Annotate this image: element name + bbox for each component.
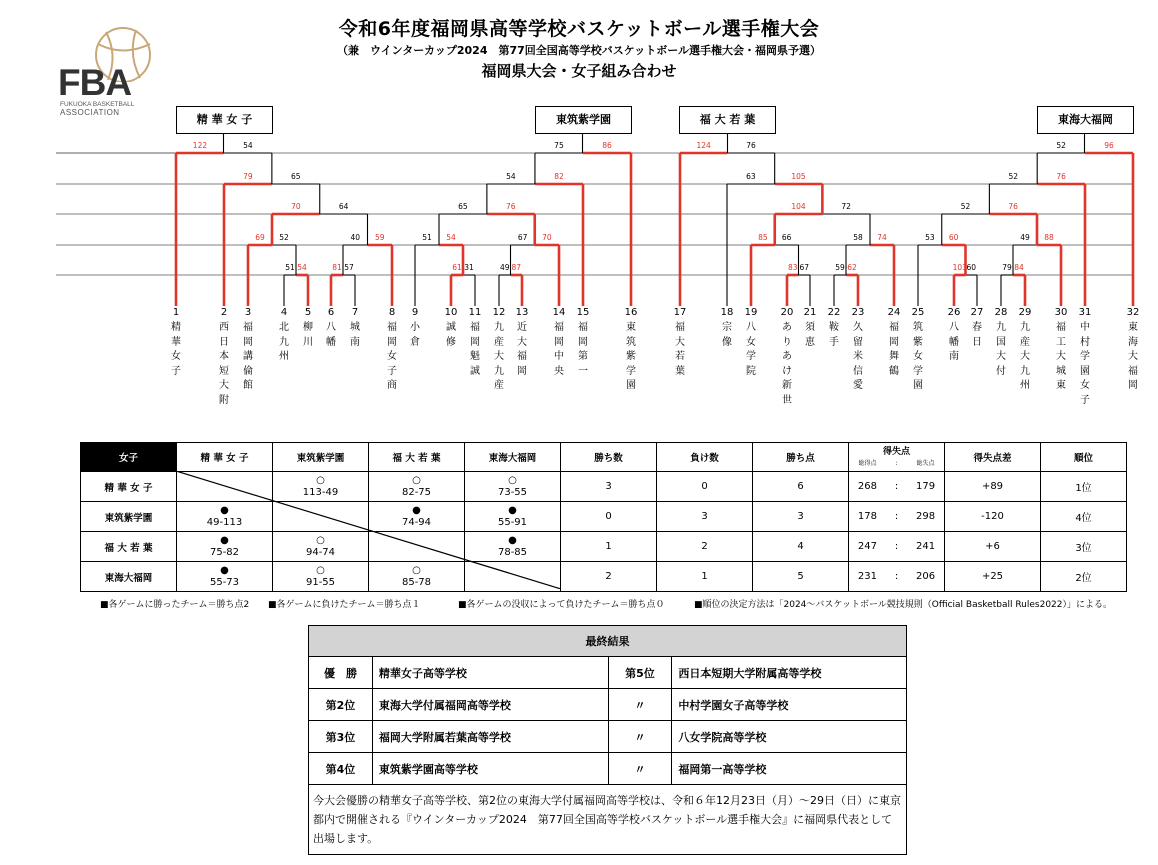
- score-label: 76: [746, 141, 756, 150]
- team-entry: [301, 306, 315, 350]
- league-col-header-points: [849, 443, 945, 472]
- score-label: 81: [332, 263, 342, 272]
- points-against: 179: [916, 481, 936, 492]
- score-label: 40: [350, 233, 361, 242]
- score-label: 58: [853, 233, 863, 242]
- result-score: 78-85: [497, 546, 528, 558]
- seed-box: 福 大 若 葉: [679, 106, 776, 134]
- team-number: 18: [720, 307, 734, 318]
- team-number: 1: [172, 307, 180, 318]
- logo-subtext-2: ASSOCIATION: [60, 108, 120, 117]
- league-stat-pt: 4: [753, 532, 849, 562]
- team-number: 16: [624, 307, 638, 318]
- league-corner: 女子: [81, 443, 177, 472]
- score-label: 52: [1008, 172, 1019, 181]
- score-label: 64: [338, 202, 349, 211]
- league-stat-w: 1: [561, 532, 657, 562]
- final-place: 第3位: [309, 721, 373, 753]
- team-name: 八女学院: [746, 322, 756, 377]
- team-name: 九産大九州: [1020, 322, 1030, 391]
- score-label: 62: [847, 263, 857, 272]
- league-stat-rank: 4位: [1041, 502, 1127, 532]
- score-label: 52: [279, 233, 289, 242]
- final-team: 福岡大学附属若葉高等学校: [372, 721, 608, 753]
- final-place: 〃: [608, 753, 672, 785]
- score-label: 79: [1002, 263, 1012, 272]
- score-label: 54: [446, 233, 456, 242]
- points-header: 得失点: [882, 446, 910, 457]
- team-number: 27: [970, 307, 984, 318]
- team-number: 30: [1054, 307, 1068, 318]
- score-label: 65: [458, 202, 468, 211]
- score-label: 96: [1104, 141, 1114, 150]
- result-mark: ●: [220, 534, 229, 546]
- score-label: 63: [746, 172, 756, 181]
- team-number: 10: [444, 307, 458, 318]
- result-score: 49-113: [206, 516, 243, 528]
- team-entry: [576, 306, 590, 379]
- league-stat-diff: +89: [945, 472, 1041, 502]
- seed-box: 精 華 女 子: [176, 106, 273, 134]
- final-description: 今大会優勝の精華女子高等学校、第2位の東海大学付属福岡高等学校は、令和６年12月23日（月）～29日（日）に東京都内で開催される『ウインターカップ2024 第77回全国高等学校バスケットボール選手権大会』に福岡県代表として出場します。: [309, 785, 907, 855]
- logo-subtext: FUKUOKA BASKETBALL: [60, 101, 135, 108]
- score-label: 124: [696, 141, 711, 150]
- league-stat-rank: 3位: [1041, 532, 1127, 562]
- score-label: 53: [925, 233, 935, 242]
- team-number: 2: [220, 307, 228, 318]
- team-number: 8: [388, 307, 396, 318]
- final-team: 中村学園女子高等学校: [672, 689, 907, 721]
- team-name: 誠修: [446, 322, 456, 348]
- team-name: 筑紫女学園: [913, 322, 923, 391]
- final-team: 東筑紫学園高等学校: [372, 753, 608, 785]
- page-title: 令和6年度福岡県高等学校バスケットボール選手権大会: [338, 18, 820, 40]
- team-entry: [1126, 306, 1140, 394]
- score-label: 72: [841, 202, 851, 211]
- score-label: 54: [243, 141, 253, 150]
- final-team: 八女学院高等学校: [672, 721, 907, 753]
- team-name: 福工大城東: [1056, 322, 1066, 391]
- team-number: 23: [851, 307, 865, 318]
- score-label: 122: [192, 141, 208, 150]
- final-results-table: [308, 625, 907, 855]
- score-label: 86: [602, 141, 612, 150]
- team-entry: [217, 306, 231, 408]
- points-sub-for: 総得点: [858, 459, 877, 467]
- score-label: 85: [758, 233, 768, 242]
- league-row-header: 精 華 女 子: [81, 472, 177, 502]
- league-stat-rank: 1位: [1041, 472, 1127, 502]
- score-label: 60: [948, 233, 959, 242]
- team-name: 城南: [350, 322, 360, 348]
- final-team: 福岡第一高等学校: [672, 753, 907, 785]
- team-name: 東海大福岡: [1128, 322, 1138, 391]
- final-place: 優 勝: [309, 657, 373, 689]
- team-name: 精華女子: [171, 322, 181, 377]
- team-entry: [720, 306, 734, 350]
- final-team: 西日本短期大学附属高等学校: [672, 657, 907, 689]
- score-label: 57: [344, 263, 354, 272]
- team-entry: [492, 306, 506, 394]
- league-col-header: 負け数: [657, 443, 753, 472]
- team-entry: [744, 306, 758, 379]
- points-against: 241: [916, 541, 936, 552]
- league-col-header: 東筑紫学園: [273, 443, 369, 472]
- team-number: 14: [552, 307, 566, 318]
- team-number: 26: [947, 307, 961, 318]
- team-entry: [324, 306, 338, 350]
- logo-text: FBA: [58, 62, 132, 103]
- league-points-cell: [849, 472, 945, 502]
- team-number: 15: [576, 307, 590, 318]
- league-points-cell: [849, 502, 945, 532]
- team-entry: [408, 306, 422, 350]
- league-stat-l: 2: [657, 532, 753, 562]
- result-mark: ○: [316, 534, 325, 546]
- team-entry: [241, 306, 255, 394]
- tournament-bracket: [0, 0, 1158, 310]
- team-entry: [970, 306, 984, 350]
- score-label: 69: [255, 233, 265, 242]
- score-label: 87: [511, 263, 522, 272]
- score-label: 70: [291, 202, 301, 211]
- league-stat-w: 3: [561, 472, 657, 502]
- team-entry: [994, 306, 1008, 379]
- league-col-header: 勝ち点: [753, 443, 849, 472]
- team-entry: [827, 306, 841, 350]
- result-score: 75-82: [209, 546, 240, 558]
- team-number: 3: [244, 307, 252, 318]
- result-mark: ○: [316, 474, 325, 486]
- team-entry: [348, 306, 362, 350]
- page-subtitle-2: 福岡県大会・女子組み合わせ: [481, 62, 677, 80]
- score-label: 66: [781, 233, 792, 242]
- score-label: 51: [422, 233, 432, 242]
- league-row-header: 東筑紫学園: [81, 502, 177, 532]
- team-entry: [673, 306, 687, 379]
- team-name: 福岡女子商: [387, 322, 397, 391]
- result-score: 82-75: [401, 486, 432, 498]
- score-label: 70: [542, 233, 552, 242]
- league-stat-diff: +25: [945, 562, 1041, 592]
- team-name: 福岡魁誠: [470, 322, 480, 377]
- result-score: 55-73: [209, 576, 240, 588]
- points-colon: :: [894, 511, 899, 522]
- score-label: 74: [877, 233, 887, 242]
- score-label: 60: [966, 263, 977, 272]
- seed-box: 東筑紫学園: [535, 106, 632, 134]
- team-number: 19: [744, 307, 758, 318]
- league-stat-w: 2: [561, 562, 657, 592]
- note: ■各ゲームに勝ったチーム＝勝ち点2: [100, 600, 250, 610]
- note: ■順位の決定方法は「2024～バスケットボール競技規則（Official Basketball Rules2022）」による。: [694, 600, 1112, 610]
- team-number: 9: [411, 307, 419, 318]
- team-number: 5: [304, 307, 312, 318]
- league-stat-diff: +6: [945, 532, 1041, 562]
- team-name: 春日: [972, 322, 982, 348]
- team-name: 福岡講倫館: [243, 322, 253, 391]
- league-col-header: 精 華 女 子: [177, 443, 273, 472]
- score-label: 54: [297, 263, 307, 272]
- score-label: 103: [952, 263, 967, 272]
- team-name: 福岡第一: [578, 322, 588, 377]
- team-entry: [887, 306, 901, 379]
- score-label: 67: [517, 233, 528, 242]
- team-name: 小倉: [410, 322, 420, 348]
- league-row-header: 福 大 若 葉: [81, 532, 177, 562]
- result-score: 73-55: [497, 486, 528, 498]
- team-name: 柳川: [303, 322, 313, 348]
- score-label: 52: [1056, 141, 1066, 150]
- score-label: 84: [1014, 263, 1024, 272]
- team-number: 21: [803, 307, 817, 318]
- team-number: 20: [780, 307, 794, 318]
- team-name: 須恵: [805, 322, 815, 348]
- result-score: 94-74: [305, 546, 336, 558]
- league-stat-diff: -120: [945, 502, 1041, 532]
- league-col-header: 順位: [1041, 443, 1127, 472]
- points-against: 206: [916, 571, 936, 582]
- team-number: 31: [1078, 307, 1092, 318]
- result-mark: ●: [412, 504, 421, 516]
- final-team: 精華女子高等学校: [372, 657, 608, 689]
- team-number: 11: [468, 307, 482, 318]
- league-stat-w: 0: [561, 502, 657, 532]
- league-col-header: 東海大福岡: [465, 443, 561, 472]
- final-place: 第2位: [309, 689, 373, 721]
- result-mark: ○: [508, 474, 517, 486]
- score-label: 79: [243, 172, 253, 181]
- team-number: 29: [1018, 307, 1032, 318]
- team-number: 12: [492, 307, 506, 318]
- team-name: 九産大九産: [494, 322, 504, 391]
- team-entry: [385, 306, 399, 394]
- points-against: 298: [916, 511, 936, 522]
- note: ■各ゲームの没収によって負けたチーム＝勝ち点０: [458, 600, 665, 610]
- team-name: 西日本短大附: [219, 322, 229, 406]
- team-name: 福岡舞鶴: [889, 322, 899, 377]
- team-name: 北九州: [279, 322, 289, 362]
- score-label: 59: [374, 233, 385, 242]
- result-score: 85-78: [401, 576, 432, 588]
- points-colon: :: [894, 571, 899, 582]
- team-entry: [1054, 306, 1068, 394]
- team-name: 近大福岡: [517, 322, 527, 377]
- score-label: 105: [791, 172, 806, 181]
- team-entry: [1018, 306, 1032, 394]
- league-row-header: 東海大福岡: [81, 562, 177, 592]
- points-colon: :: [894, 541, 899, 552]
- final-results-title: 最終結果: [309, 626, 907, 657]
- result-mark: ○: [412, 564, 421, 576]
- score-label: 82: [554, 172, 564, 181]
- team-name: 福大若葉: [675, 322, 685, 377]
- final-team: 東海大学付属福岡高等学校: [372, 689, 608, 721]
- note: ■各ゲームに負けたチーム＝勝ち点１: [268, 600, 421, 610]
- league-stat-l: 0: [657, 472, 753, 502]
- team-name: 中村学園女子: [1080, 322, 1090, 406]
- result-mark: ●: [220, 564, 229, 576]
- points-sub-colon: :: [895, 459, 898, 467]
- league-stat-l: 1: [657, 562, 753, 592]
- final-place: 〃: [608, 721, 672, 753]
- score-label: 67: [799, 263, 810, 272]
- score-label: 76: [1056, 172, 1066, 181]
- team-entry: [468, 306, 482, 379]
- score-label: 49: [1020, 233, 1030, 242]
- team-number: 28: [994, 307, 1008, 318]
- score-label: 104: [791, 202, 806, 211]
- team-name: 東筑紫学園: [626, 322, 636, 391]
- points-for: 178: [857, 511, 877, 522]
- diagonal-line: [176, 471, 561, 589]
- score-label: 61: [452, 263, 462, 272]
- team-name: 鞍手: [829, 322, 839, 348]
- result-score: 74-94: [401, 516, 432, 528]
- result-mark: ●: [508, 534, 517, 546]
- league-col-header: 福 大 若 葉: [369, 443, 465, 472]
- team-entry: [780, 306, 794, 408]
- league-stat-l: 3: [657, 502, 753, 532]
- points-for: 268: [857, 481, 877, 492]
- result-score: 55-91: [497, 516, 528, 528]
- score-label: 59: [835, 263, 845, 272]
- result-mark: ●: [220, 504, 229, 516]
- team-number: 32: [1126, 307, 1140, 318]
- points-sub-against: 総失点: [916, 459, 935, 467]
- league-points-cell: [849, 532, 945, 562]
- team-number: 4: [280, 307, 288, 318]
- team-entry: [624, 306, 638, 394]
- team-number: 6: [327, 307, 335, 318]
- team-number: 24: [887, 307, 901, 318]
- league-col-header: 勝ち数: [561, 443, 657, 472]
- team-number: 7: [351, 307, 359, 318]
- team-entry: [947, 306, 961, 365]
- league-points-cell: [849, 562, 945, 592]
- score-label: 75: [554, 141, 564, 150]
- league-stat-pt: 5: [753, 562, 849, 592]
- page-subtitle: （兼 ウインターカップ2024 第77回全国高等学校バスケットボール選手権大会・福岡県予選）: [336, 44, 822, 57]
- team-number: 25: [911, 307, 925, 318]
- team-name: 久留米信愛: [853, 322, 863, 391]
- points-for: 247: [857, 541, 877, 552]
- result-score: 91-55: [305, 576, 336, 588]
- result-mark: ○: [412, 474, 421, 486]
- team-entry: [515, 306, 529, 379]
- result-mark: ○: [316, 564, 325, 576]
- team-entry: [169, 306, 183, 379]
- team-entry: [444, 306, 458, 350]
- team-name: 宗像: [722, 322, 732, 348]
- score-label: 51: [285, 263, 295, 272]
- team-name: 八幡南: [949, 322, 959, 362]
- final-place: 第5位: [608, 657, 672, 689]
- score-label: 76: [1008, 202, 1018, 211]
- team-number: 22: [827, 307, 841, 318]
- team-entry: [911, 306, 925, 394]
- team-entry: [552, 306, 566, 379]
- team-entry: [803, 306, 817, 350]
- team-entry: [277, 306, 291, 365]
- league-stat-pt: 6: [753, 472, 849, 502]
- team-entry: [1078, 306, 1092, 408]
- league-stat-rank: 2位: [1041, 562, 1127, 592]
- score-label: 76: [506, 202, 516, 211]
- score-label: 31: [464, 263, 474, 272]
- points-colon: :: [894, 481, 899, 492]
- score-label: 83: [787, 263, 798, 272]
- score-label: 88: [1044, 233, 1054, 242]
- score-label: 65: [291, 172, 301, 181]
- team-name: ありあけ新世: [782, 322, 792, 406]
- seed-box: 東海大福岡: [1037, 106, 1134, 134]
- score-label: 49: [499, 263, 510, 272]
- team-number: 13: [515, 307, 529, 318]
- points-for: 231: [857, 571, 877, 582]
- final-place: 第4位: [309, 753, 373, 785]
- score-label: 52: [960, 202, 971, 211]
- final-place: 〃: [608, 689, 672, 721]
- team-entry: [851, 306, 865, 394]
- league-stat-pt: 3: [753, 502, 849, 532]
- result-score: 113-49: [302, 486, 339, 498]
- team-name: 福岡中央: [554, 322, 564, 377]
- result-mark: ●: [508, 504, 517, 516]
- score-label: 54: [506, 172, 516, 181]
- team-name: 九国大付: [996, 322, 1006, 377]
- team-name: 八幡: [326, 322, 336, 348]
- league-col-header: 得失点差: [945, 443, 1041, 472]
- team-number: 17: [673, 307, 687, 318]
